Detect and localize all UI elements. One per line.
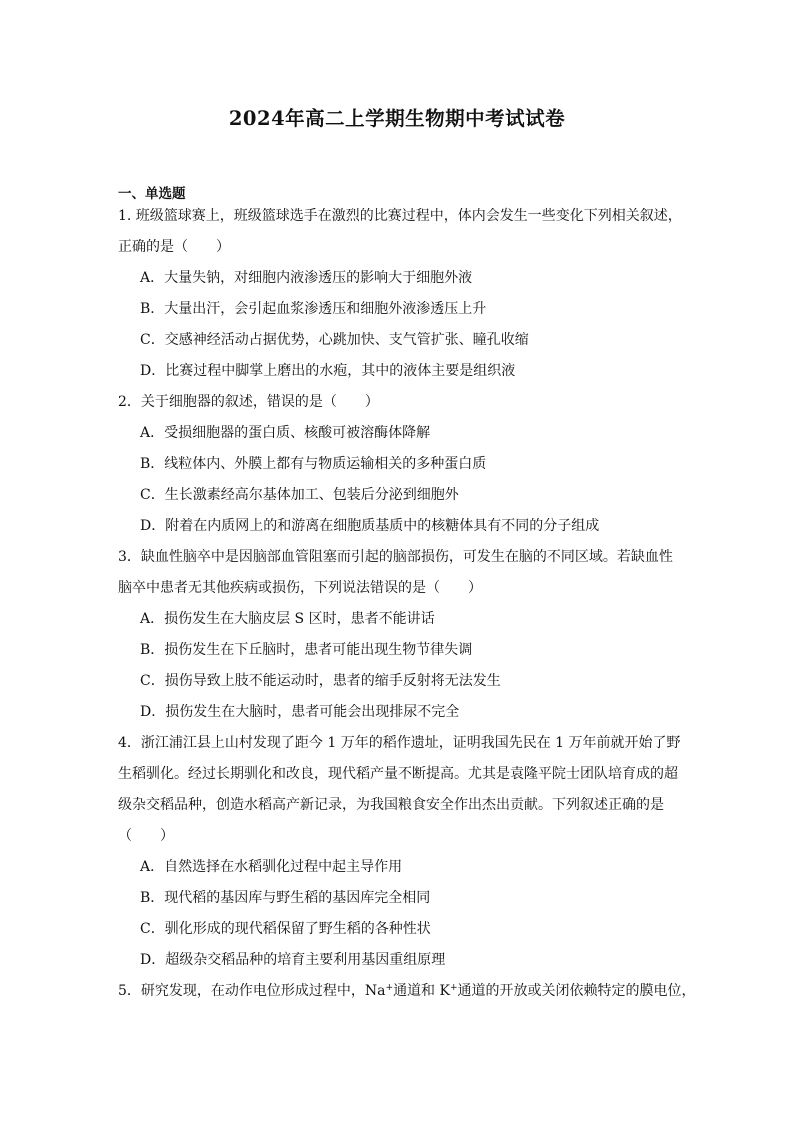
question-4-line-2: 生稻驯化。经过长期驯化和改良，现代稻产量不断提高。尤其是袁隆平院士团队培育成的超 [118,766,678,782]
question-1-line-1: 1. 班级篮球赛上，班级篮球选手在激烈的比赛过程中，体内会发生一些变化下列相关叙述， [118,208,682,224]
question-5-line-1 [118,982,696,1000]
question-1-option-b: B．大量出汗，会引起血浆渗透压和细胞外液渗透压上升 [140,301,487,317]
question-2-option-d: D．附着在内质网上的和游离在细胞质基质中的核糖体具有不同的分子组成 [140,518,600,534]
question-4-option-d: D．超级杂交稻品种的培育主要利用基因重组原理 [140,952,446,968]
question-1-line-2: 正确的是（ ） [118,239,230,255]
question-4-option-a: A．自然选择在水稻驯化过程中起主导作用 [140,859,403,875]
question-1-option-d: D．比赛过程中脚掌上磨出的水疱，其中的液体主要是组织液 [140,363,516,379]
question-1-option-a: A．大量失钠，对细胞内液渗透压的影响大于细胞外液 [140,270,473,286]
question-3-option-a: A．损伤发生在大脑皮层 S 区时，患者不能讲话 [140,611,435,627]
question-3-option-c: C．损伤导致上肢不能运动时，患者的缩手反射将无法发生 [140,673,501,689]
question-4-line-4: （ ） [118,828,174,844]
question-4-line-1: 4．浙江浦江县上山村发现了距今 1 万年的稻作遗址，证明我国先民在 1 万年前就开始了野 [118,735,681,751]
question-4-line-3: 级杂交稻品种，创造水稻高产新记录，为我国粮食安全作出杰出贡献。下列叙述正确的是 [118,797,664,813]
question-3-line-2: 脑卒中患者无其他疾病或损伤，下列说法错误的是（ ） [118,580,482,596]
potassium-charge: + [449,983,458,993]
question-5-text-part-2: 通道和 K [393,983,450,999]
question-4-option-b: B．现代稻的基因库与野生稻的基因库完全相同 [140,890,431,906]
question-2-line-1: 2．关于细胞器的叙述，错误的是（ ） [118,394,379,410]
question-2-option-a: A．受损细胞器的蛋白质、核酸可被溶酶体降解 [140,425,431,441]
question-5-text-part-3: 通道的开放或关闭依赖特定的膜电位， [457,983,696,999]
sodium-charge: + [385,983,394,993]
question-3-line-1: 3．缺血性脑卒中是因脑部血管阻塞而引起的脑部损伤，可发生在脑的不同区域。若缺血性 [118,549,673,565]
question-5-text-part-1: 5．研究发现，在动作电位形成过程中，Na [118,983,386,999]
question-1-option-c: C．交感神经活动占据优势，心跳加快、支气管扩张、瞳孔收缩 [140,332,529,348]
section-heading: 一、单选题 [118,186,186,202]
question-4-option-c: C．驯化形成的现代稻保留了野生稻的各种性状 [140,921,431,937]
question-3-option-b: B．损伤发生在下丘脑时，患者可能出现生物节律失调 [140,642,473,658]
question-3-option-d: D．损伤发生在大脑时，患者可能会出现排尿不完全 [140,704,460,720]
page-title: 2024年高二上学期生物期中考试试卷 [228,107,566,130]
question-2-option-c: C．生长激素经高尔基体加工、包装后分泌到细胞外 [140,487,459,503]
question-2-option-b: B．线粒体内、外膜上都有与物质运输相关的多种蛋白质 [140,456,487,472]
